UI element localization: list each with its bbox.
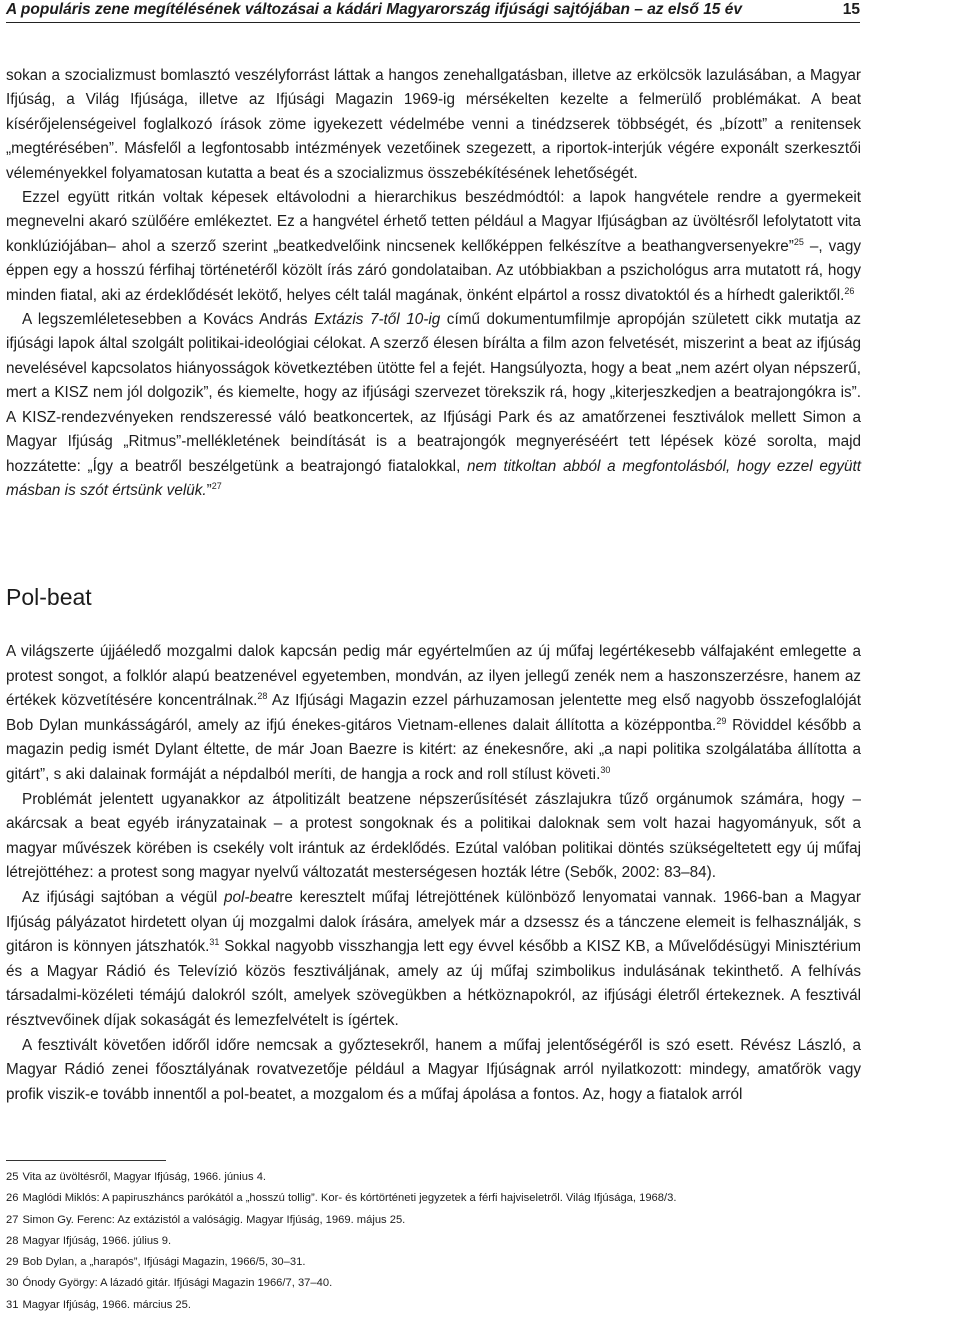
footnote-number: 31 [6, 1298, 19, 1311]
text-run: Röviddel később a magazin pedig ismét Dylant éltette, de már Joan Baezre is kitért: az énekesnőre, aki „a napi politika szolgálatába állította a gitárt”, s aki dalainak formáját a népdalból meríti, de hangja a rock and roll stílust követi. [6, 716, 861, 783]
paragraph [6, 308, 861, 503]
footnote-text: Bob Dylan, a „harapós”, Ifjúsági Magazin, 1966/5, 30–31. [22, 1256, 306, 1269]
footnote-text: Vita az üvöltésről, Magyar Ifjúság, 1966. június 4. [22, 1171, 267, 1183]
footnote-number: 28 [6, 1234, 19, 1247]
footnote-reference: 26 [844, 285, 855, 296]
footnote-reference: 30 [600, 764, 611, 775]
footnote-reference: 27 [211, 480, 222, 491]
text-run: A legszemléletesebben a Kovács András [22, 311, 315, 329]
text-run: Az ifjúsági sajtóban a végül [22, 888, 224, 906]
footnote-text: Magyar Ifjúság, 1966. július 9. [22, 1234, 172, 1247]
footnote [6, 1188, 906, 1209]
text-run: Sokkal nagyobb visszhangja lett egy évvel később a KISZ KB, a Művelődésügyi Minisztérium és a Magyar Rádió és Televízió közös fesztiváljának, amely az új műfaj szimbolikus indulásának tekinthető. A felhívás társadalmi-közéleti témájú dalokról szólt, amelyek szövegükben a hétköznapokról, az ifjúsági életről értekeznek. A fesztivál résztvevőinek díjak sokaságát és lemezfelvételt is ígértek. [6, 938, 861, 1029]
footnote-text: Magyar Ifjúság, 1966. március 25. [22, 1298, 191, 1311]
text-run: –, vagy éppen egy a hosszú férfihaj történetéről közölt írás záró gondolataiban. Az utóbbiakban a pszichológus arra mutatott rá, hogy minden fiatal, aki az érdeklődését lekötő, helyes célt talál magának, önként elpártol a rossz divatoktól és a hírhedt galeriktől. [6, 237, 861, 304]
footnote-divider [6, 1160, 166, 1161]
body-text [6, 64, 861, 503]
footnote-reference: 31 [209, 937, 220, 948]
running-header [6, 0, 860, 23]
footnote-number: 25 [6, 1171, 19, 1183]
text-run: re keresztelt műfaj létrejöttének különböző lenyomatai vannak. 1966-ban a Magyar Ifjúság pályázatot hirdetett olyan új mozgalmi dalok írására, amelyek már a dzsessz és a tánczene elemeit is felhasználják, s gitáron is könnyen játszhatók. [6, 888, 861, 956]
section-body-text [6, 640, 861, 1107]
text-run: Ezzel együtt ritkán voltak képesek eltávolodni a hierarchikus beszédmódtól: a lapok hangvétele rendre a gyermekeit megnevelni akaró szülőére emlékeztet. Ez a hangvétel érhető tetten például a Magyar Ifjúságban az üvöltésről lefolytatott vita konklúziójában– ahol a szerző szerint „beatkedvelőink nincsenek kellőképpen felkészítve a beathangversenyekre” [6, 189, 861, 255]
text-run: A fesztivált követően időről időre nemcsak a győztesekről, hanem a műfaj jelentőségéről is szó esett. Révész László, a Magyar Rádió zenei főosztályának rovatvezetője például a Magyar Ifjúságnak arról nyilatkozott: mindegy, amatőrök vagy profik viszik-e tovább innentől a pol-beatet, a mozgalom és a műfaj ápolása a fontos. Az, hogy a fiatalok arról [6, 1036, 861, 1103]
text-run: című dokumentumfilmje apropóján született cikk mutatja az ifjúsági lapok által szolgált politikai-ideológiai célokat. A szerző élesen bírálta a film azon felvetését, miszerint a beat az ifjúság nevelésével kapcsolatos hiányosságok következtében ütötte fel a fejét. Hangsúlyozta, hogy a beat „nem azért olyan népszerű, mert a KISZ nem jól dolgozik”, és kiemelte, hogy az ifjúsági szervezet törekszik rá, hogy „kiterjeszkedjen a beatrajongókra is”. A KISZ-rendezvényeken rendszeressé váló beatkoncertek, az Ifjúsági Park és az amatőrzenei fesztiválok mellett Simon a Magyar Ifjúság „Ritmus”-mellékletének beindítását is a beatrajongók megnyeréséért tett lépések közé sorolta, majd hozzátette: „Így a beatről beszélgetünk a beatrajongó fiatalokkal, [6, 311, 862, 475]
footnote-text: Simon Gy. Ferenc: Az extázistól a valóságig. Magyar Ifjúság, 1969. május 25. [22, 1213, 406, 1226]
footnote-reference: 28 [257, 691, 268, 702]
footnotes [6, 1167, 906, 1316]
footnote [6, 1167, 906, 1188]
footnote [6, 1231, 906, 1252]
footnote [6, 1273, 906, 1294]
footnote-number: 26 [6, 1192, 19, 1205]
footnote-text: Maglódi Miklós: A papiruszháncs parókától a „hosszú tollig”. Kor- és kórtörténeti jegyzetek a férfi hajviseletről. Világ Ifjúsága, 1968/3. [22, 1192, 677, 1205]
footnote-number: 27 [6, 1213, 19, 1226]
footnote [6, 1295, 906, 1316]
paragraph [6, 64, 861, 186]
footnote-text: Ónody György: A lázadó gitár. Ifjúsági Magazin 1966/7, 37–40. [22, 1277, 333, 1290]
italic-text: Extázis 7-től 10-ig [314, 311, 441, 329]
footnote-number: 30 [6, 1277, 19, 1290]
italic-text: pol-beat [223, 888, 280, 906]
paragraph [6, 886, 861, 1034]
text-run: sokan a szocializmust bomlasztó veszélyforrást láttak a hangos zenehallgatásban, illetve az erkölcsök lazulásában, a Magyar Ifjúság, a Világ Ifjúsága, illetve az Ifjúsági Magazin 1969-ig mérsékelten kezelte a felmerülő problémákat. A beat kísérőjelenségeivel foglalkozó írások zöme igyekezett védelmébe venni a tinédzserek többségét, és „bízott” a renitensek „megtérésében”. Másfelől a legfontosabb intézmények vezetőinek szegezett, a riportok-interjúk végére exponált szerkesztői véleményekkel folyamatosan kutatta a beat és a szocializmus összebékítésének lehetőségét. [6, 67, 861, 182]
paragraph [6, 186, 861, 308]
paragraph [6, 788, 861, 886]
footnote-number: 29 [6, 1256, 19, 1269]
footnote-reference: 25 [793, 236, 804, 247]
footnote-reference: 29 [716, 715, 727, 726]
page-number: 15 [842, 1, 860, 18]
text-run: Az Ifjúsági Magazin ezzel párhuzamosan jelentette meg első nagyobb összefoglalóját Bob Dylan munkásságáról, amely az ifjú énekes-gitáros Vietnam-ellenes dalait állította a középpontba. [6, 692, 861, 734]
footnote [6, 1252, 906, 1273]
paragraph [6, 640, 861, 788]
italic-text: nem titkoltan abból a megfontolásból, hogy ezzel együtt másban is szót értsünk velük. [6, 457, 861, 499]
paragraph [6, 1034, 861, 1108]
section-heading: Pol-beat [6, 584, 92, 610]
text-run: A világszerte újjáéledő mozgalmi dalok kapcsán pedig már egyértelműen az új műfaj legértékesebb válfajaként emlegette a protest songot, a folklór alapú beatzenével egyetemben, mondván, az ilyen jellegű zenék nem a haszonszerzésre, hanem az értékek közvetítésére koncentrálnak. [6, 643, 861, 710]
footnote [6, 1210, 906, 1231]
running-title: A populáris zene megítélésének változásai a kádári Magyarország ifjúsági sajtójában – az első 15 év [6, 1, 742, 18]
text-run: Problémát jelentett ugyanakkor az átpolitizált beatzene népszerűsítését zászlajukra tűző orgánumok számára, hogy – akárcsak a beat egyéb irányzatainak – a protest songoknak és a politikai daloknak sem volt hazai hagyományuk, sőt a magyar művészek körében is csekély volt irántuk az érdeklődés. Ezútal valóban politikai döntés szükségeltetett egy új műfaj létrejöttéhez: a protest song magyar nyelvű változatát mesterségesen hozták létre (Sebők, 2002: 83–84). [6, 790, 861, 882]
text-run: ” [206, 481, 212, 499]
